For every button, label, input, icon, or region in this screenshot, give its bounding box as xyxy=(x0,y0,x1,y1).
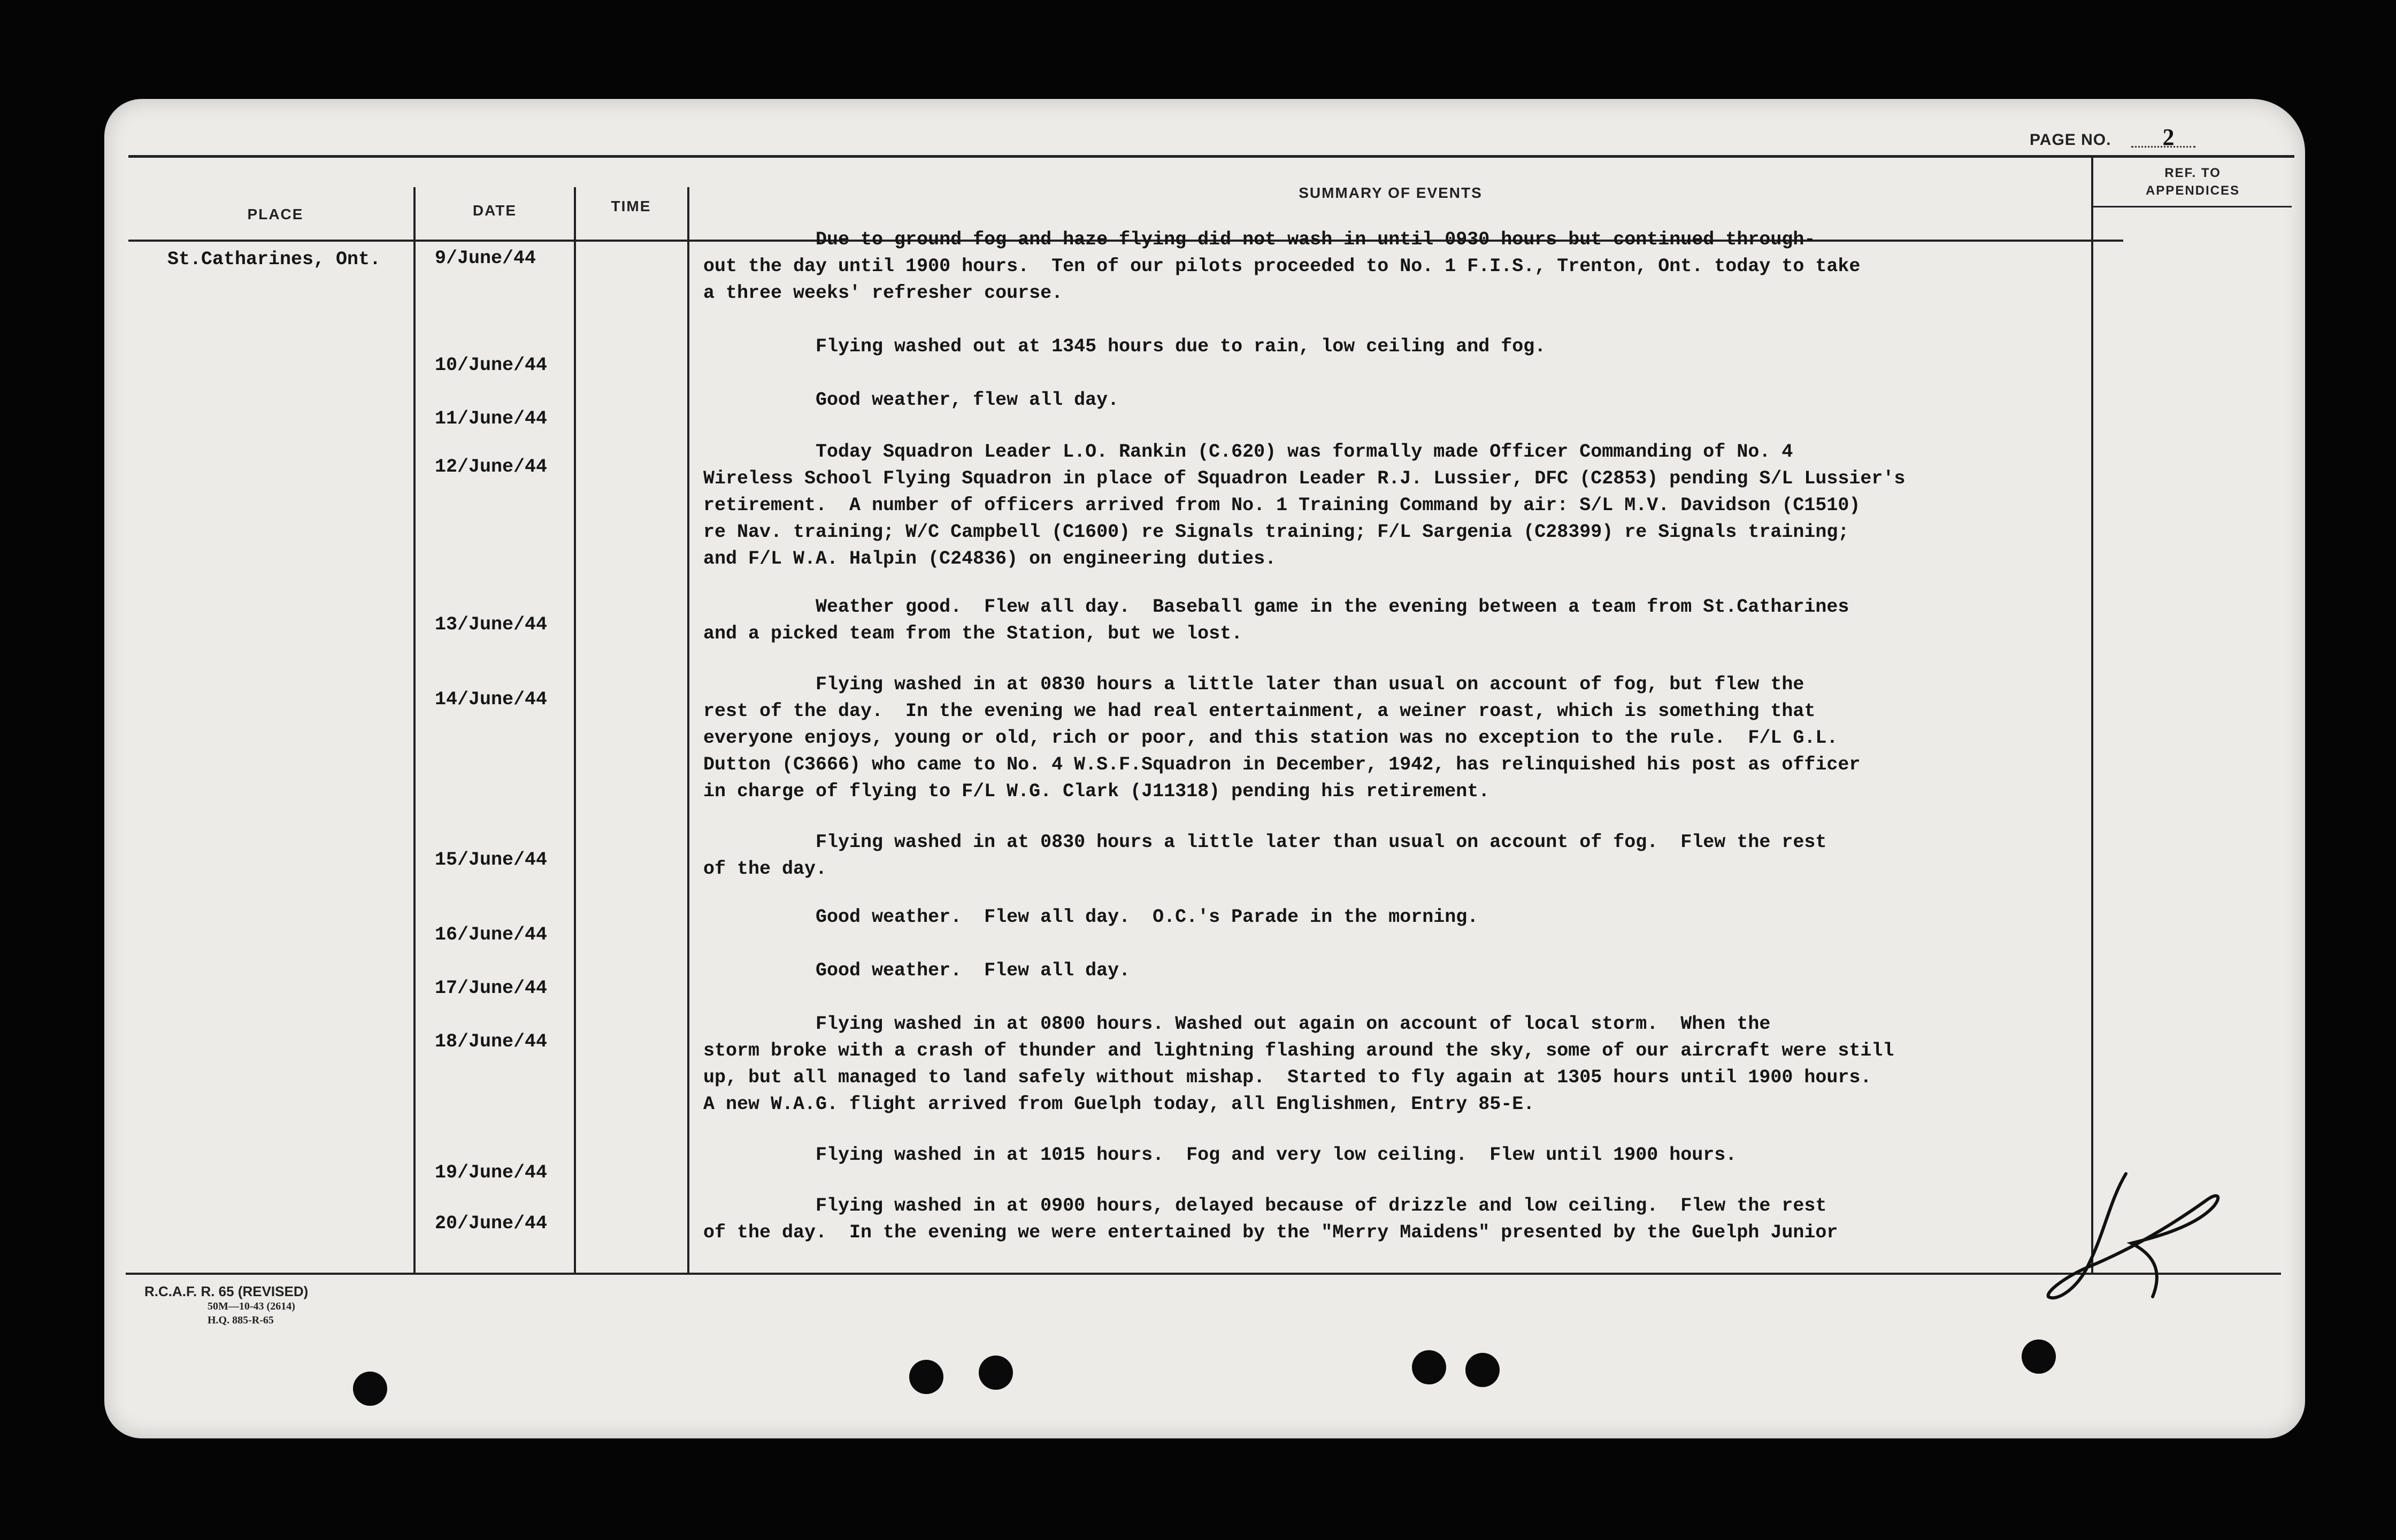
entry-date: 9/June/44 xyxy=(435,248,536,269)
header-appendices: APPENDICES xyxy=(2145,183,2240,198)
entry-summary: Flying washed in at 1015 hours. Fog and very low ceiling. Flew until 1900 hours. xyxy=(703,1144,1737,1166)
page-number-label: PAGE NO. xyxy=(2030,131,2111,149)
ref-header-rule xyxy=(2091,206,2292,207)
signature-mark xyxy=(2046,1168,2233,1313)
punch-hole xyxy=(1412,1350,1446,1384)
punch-hole xyxy=(979,1356,1013,1390)
entry-date: 16/June/44 xyxy=(435,924,548,945)
form-code-line1: R.C.A.F. R. 65 (REVISED) xyxy=(144,1283,309,1299)
header-ref: REF. TO xyxy=(2164,166,2221,180)
entry-date: 18/June/44 xyxy=(435,1031,548,1052)
entry-date: 15/June/44 xyxy=(435,849,548,871)
header-summary: SUMMARY OF EVENTS xyxy=(1299,184,1483,201)
form-code-line2: 50M—10-43 (2614) xyxy=(208,1300,295,1312)
entry-date: 10/June/44 xyxy=(435,355,548,376)
entry-summary: Good weather. Flew all day. O.C.'s Parade in the morning. xyxy=(703,906,1479,928)
time-summary-divider xyxy=(687,187,689,1273)
entry-summary: Today Squadron Leader L.O. Rankin (C.620) was formally made Officer Commanding of No. 4 Wireless School Flying Squadron in place of Squadron Leader R.J. Lussier, DFC (C2853) pending S/L Lussier's retirement. A number of officers arrived from No. 1 Training Command by air: S/L M.V. Davidson (C1510) re Nav. training; W/C Campbell (C1600) re Signals training; F/L Sargenia (C28399) re Signals training; and F/L W.A. Halpin (C24836) on engineering duties. xyxy=(703,441,1906,569)
date-time-divider xyxy=(574,187,576,1273)
form-code-line3: H.Q. 885-R-65 xyxy=(208,1314,274,1326)
entry-date: 11/June/44 xyxy=(435,408,548,429)
entry-date: 12/June/44 xyxy=(435,456,548,478)
header-date: DATE xyxy=(472,202,517,219)
entry-summary: Flying washed in at 0830 hours a little later than usual on account of fog, but flew the rest of the day. In the evening we had real entertainment, a weiner roast, which is something that everyone enjoys, young or old, rich or poor, and this station was no exception to the rule. F/L G.L. Dutton (C3666) who came to No. 4 W.S.F.Squadron in December, 1942, has relinquished his post as officer in charge of flying to F/L W.G. Clark (J11318) pending his retirement. xyxy=(703,674,1861,802)
bottom-rule xyxy=(126,1273,2281,1275)
entry-summary: Flying washed in at 0830 hours a little later than usual on account of fog. Flew the rest of the day. xyxy=(703,831,1827,880)
punch-hole xyxy=(909,1360,943,1394)
entry-summary: Weather good. Flew all day. Baseball game in the evening between a team from St.Catharines and a picked team from the Station, but we lost. xyxy=(703,596,1849,644)
entry-date: 13/June/44 xyxy=(435,614,548,635)
place-value: St.Catharines, Ont. xyxy=(167,249,381,270)
entry-summary: Flying washed out at 1345 hours due to rain, low ceiling and fog. xyxy=(703,336,1546,357)
form-code xyxy=(144,1283,308,1327)
top-rule xyxy=(128,155,2294,158)
header-time: TIME xyxy=(611,198,651,214)
punch-hole xyxy=(353,1372,387,1406)
punch-hole xyxy=(2022,1339,2056,1374)
entry-summary: Flying washed in at 0900 hours, delayed because of drizzle and low ceiling. Flew the rest of the day. In the evening we were entertained by the "Merry Maidens" presented by the Guelph Junior xyxy=(703,1195,1838,1243)
page-number xyxy=(2030,126,2276,158)
entry-summary: Due to ground fog and haze flying did not wash in until 0930 hours but continued through- out the day until 1900 hours. Ten of our pilots proceeded to No. 1 F.I.S., Trenton, Ont. today to take a three weeks' refresher course. xyxy=(703,229,1861,304)
entry-date: 19/June/44 xyxy=(435,1162,548,1183)
entry-date: 14/June/44 xyxy=(435,689,548,710)
entry-date: 20/June/44 xyxy=(435,1213,548,1234)
entry-summary: Good weather, flew all day. xyxy=(703,389,1119,411)
entry-summary: Good weather. Flew all day. xyxy=(703,960,1131,981)
page-number-value: 2 xyxy=(2162,124,2175,150)
place-date-divider xyxy=(413,187,416,1273)
punch-hole xyxy=(1465,1353,1500,1387)
header-place: PLACE xyxy=(247,206,304,222)
diary-page xyxy=(104,99,2305,1438)
entry-date: 17/June/44 xyxy=(435,977,548,999)
summary-ref-divider xyxy=(2091,158,2093,1273)
entry-summary: Flying washed in at 0800 hours. Washed out again on account of local storm. When the storm broke with a crash of thunder and lightning flashing around the sky, some of our aircraft were still up, but all managed to land safely without mishap. Started to fly again at 1305 hours until 1900 hours. A new W.A.G. flight arrived from Guelph today, all Englishmen, Entry 85-E. xyxy=(703,1013,1894,1115)
